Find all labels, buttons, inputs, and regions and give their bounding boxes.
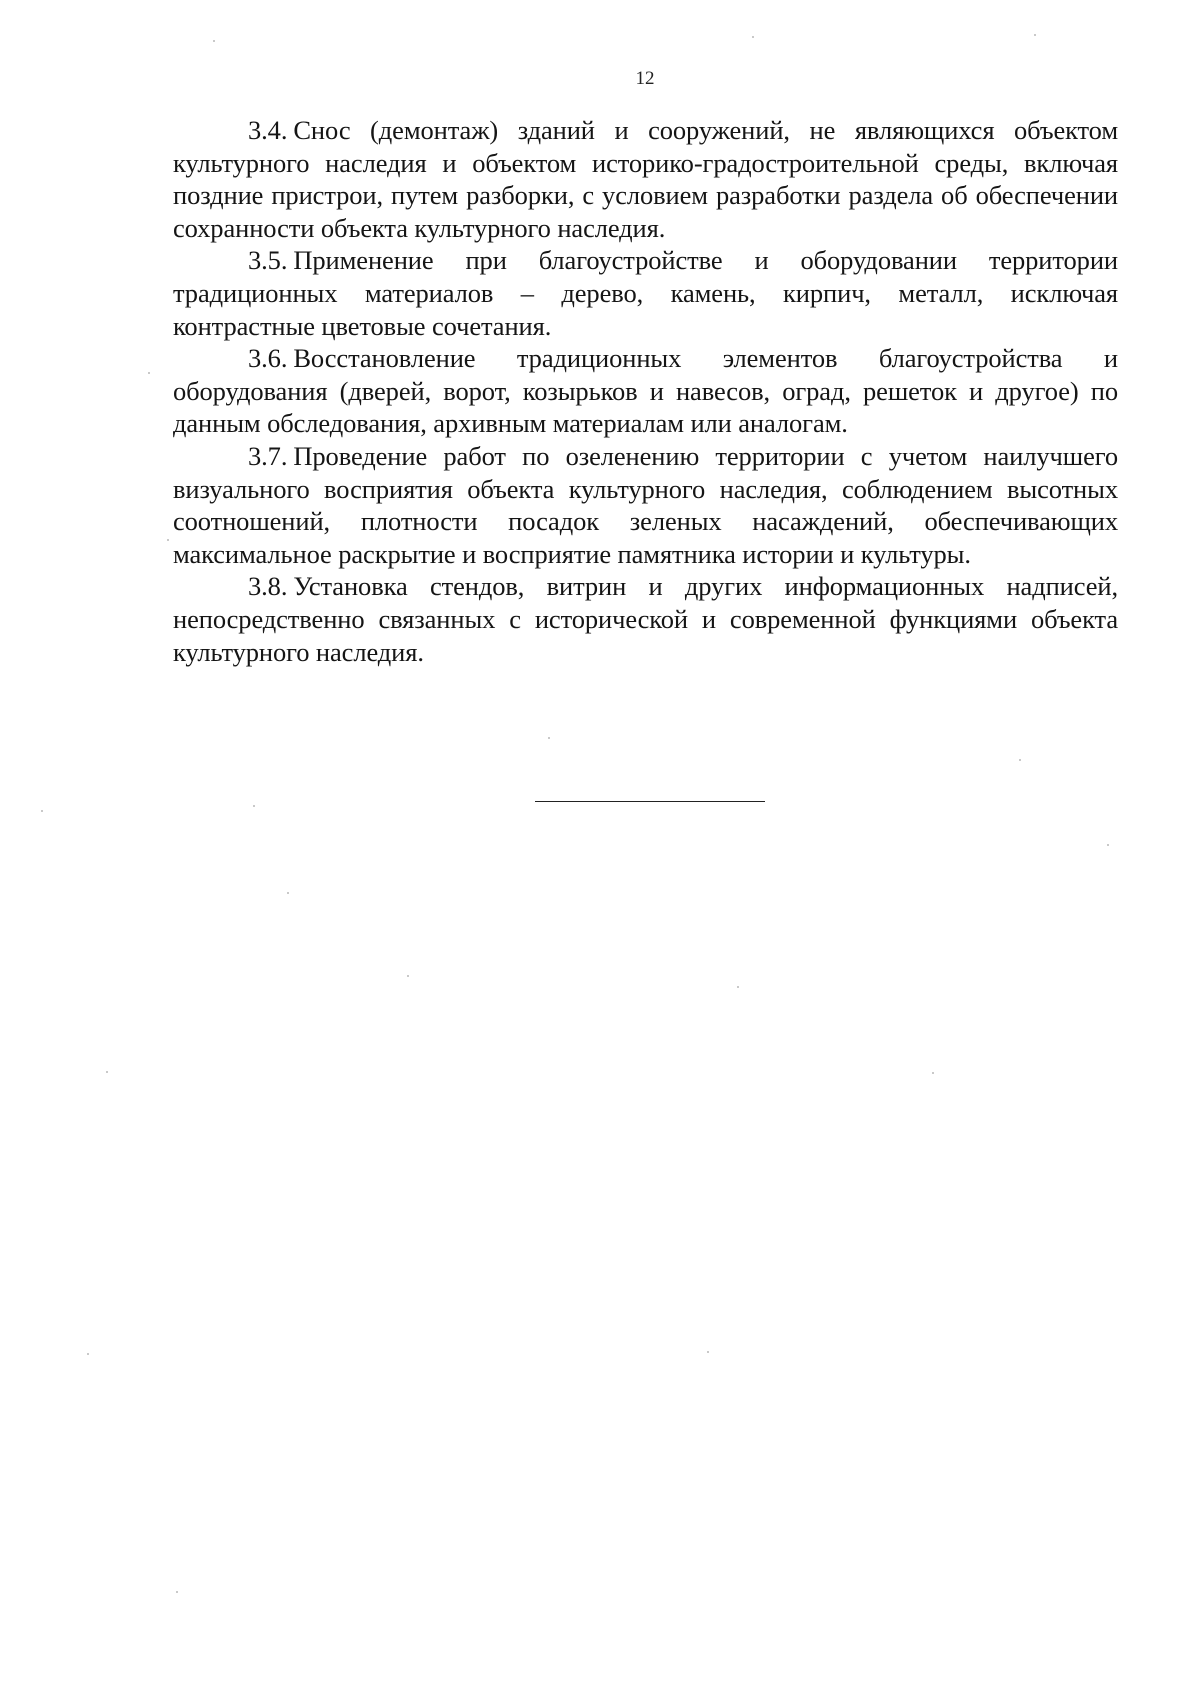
scan-speck bbox=[213, 40, 215, 42]
scan-speck bbox=[1107, 844, 1109, 846]
scan-speck bbox=[287, 892, 289, 894]
scan-speck bbox=[737, 986, 739, 988]
paragraph-3-5 bbox=[173, 244, 1118, 342]
paragraph-number: 3.5. bbox=[248, 245, 288, 276]
scan-speck bbox=[253, 805, 255, 807]
paragraph-3-7 bbox=[173, 440, 1118, 570]
scan-speck bbox=[1019, 759, 1021, 761]
end-of-document-line bbox=[535, 801, 765, 802]
scan-speck bbox=[407, 975, 409, 977]
scan-speck bbox=[106, 1071, 108, 1073]
paragraph-3-8 bbox=[173, 570, 1118, 668]
paragraph-number: 3.4. bbox=[248, 115, 288, 145]
page-number: 12 bbox=[635, 68, 655, 89]
paragraph-number: 3.8. bbox=[248, 571, 288, 602]
paragraph-text: Снос (демонтаж) зданий и сооружений, не являющихся объектом культурного наследия и объектом историко-градостроительной среды, включая поздние пристрои, путем разборки, с условием разработки раздела об обеспечении сохранности объекта культурного наследия. bbox=[173, 115, 1118, 243]
paragraph-text: Восстановление традиционных элементов благоустройства и оборудования (дверей, ворот, козырьков и навесов, оград, решеток и другое) по данным обследования, архивным материалам или аналогам. bbox=[173, 343, 1118, 439]
paragraph-text: Проведение работ по озеленению территории с учетом наилучшего визуального восприятия объекта культурного наследия, соблюдением высотных соотношений, плотности посадок зеленых насаждений, обеспечивающих максимальное раскрытие и восприятие памятника истории и культуры. bbox=[173, 440, 1118, 569]
scan-speck bbox=[87, 1353, 89, 1355]
paragraph-number: 3.6. bbox=[248, 343, 288, 374]
paragraph-3-6 bbox=[173, 342, 1118, 440]
scan-speck bbox=[41, 810, 43, 812]
scan-speck bbox=[932, 1072, 934, 1074]
scan-speck bbox=[148, 372, 150, 374]
scan-speck bbox=[752, 36, 754, 38]
paragraph-text: Применение при благоустройстве и оборудовании территории традиционных материалов – дерево, камень, кирпич, металл, исключая контрастные цветовые сочетания. bbox=[173, 245, 1118, 341]
paragraph-3-4 bbox=[173, 114, 1118, 244]
paragraph-text: Установка стендов, витрин и других информационных надписей, непосредственно связанных с исторической и современной функциями объекта культурного наследия. bbox=[173, 571, 1118, 667]
scan-speck bbox=[548, 737, 550, 739]
scan-speck bbox=[707, 1351, 709, 1353]
scan-speck bbox=[176, 1591, 178, 1593]
paragraph-number: 3.7. bbox=[248, 440, 288, 471]
document-body bbox=[173, 114, 1118, 668]
scan-speck bbox=[167, 539, 169, 541]
scan-speck bbox=[1034, 34, 1036, 36]
